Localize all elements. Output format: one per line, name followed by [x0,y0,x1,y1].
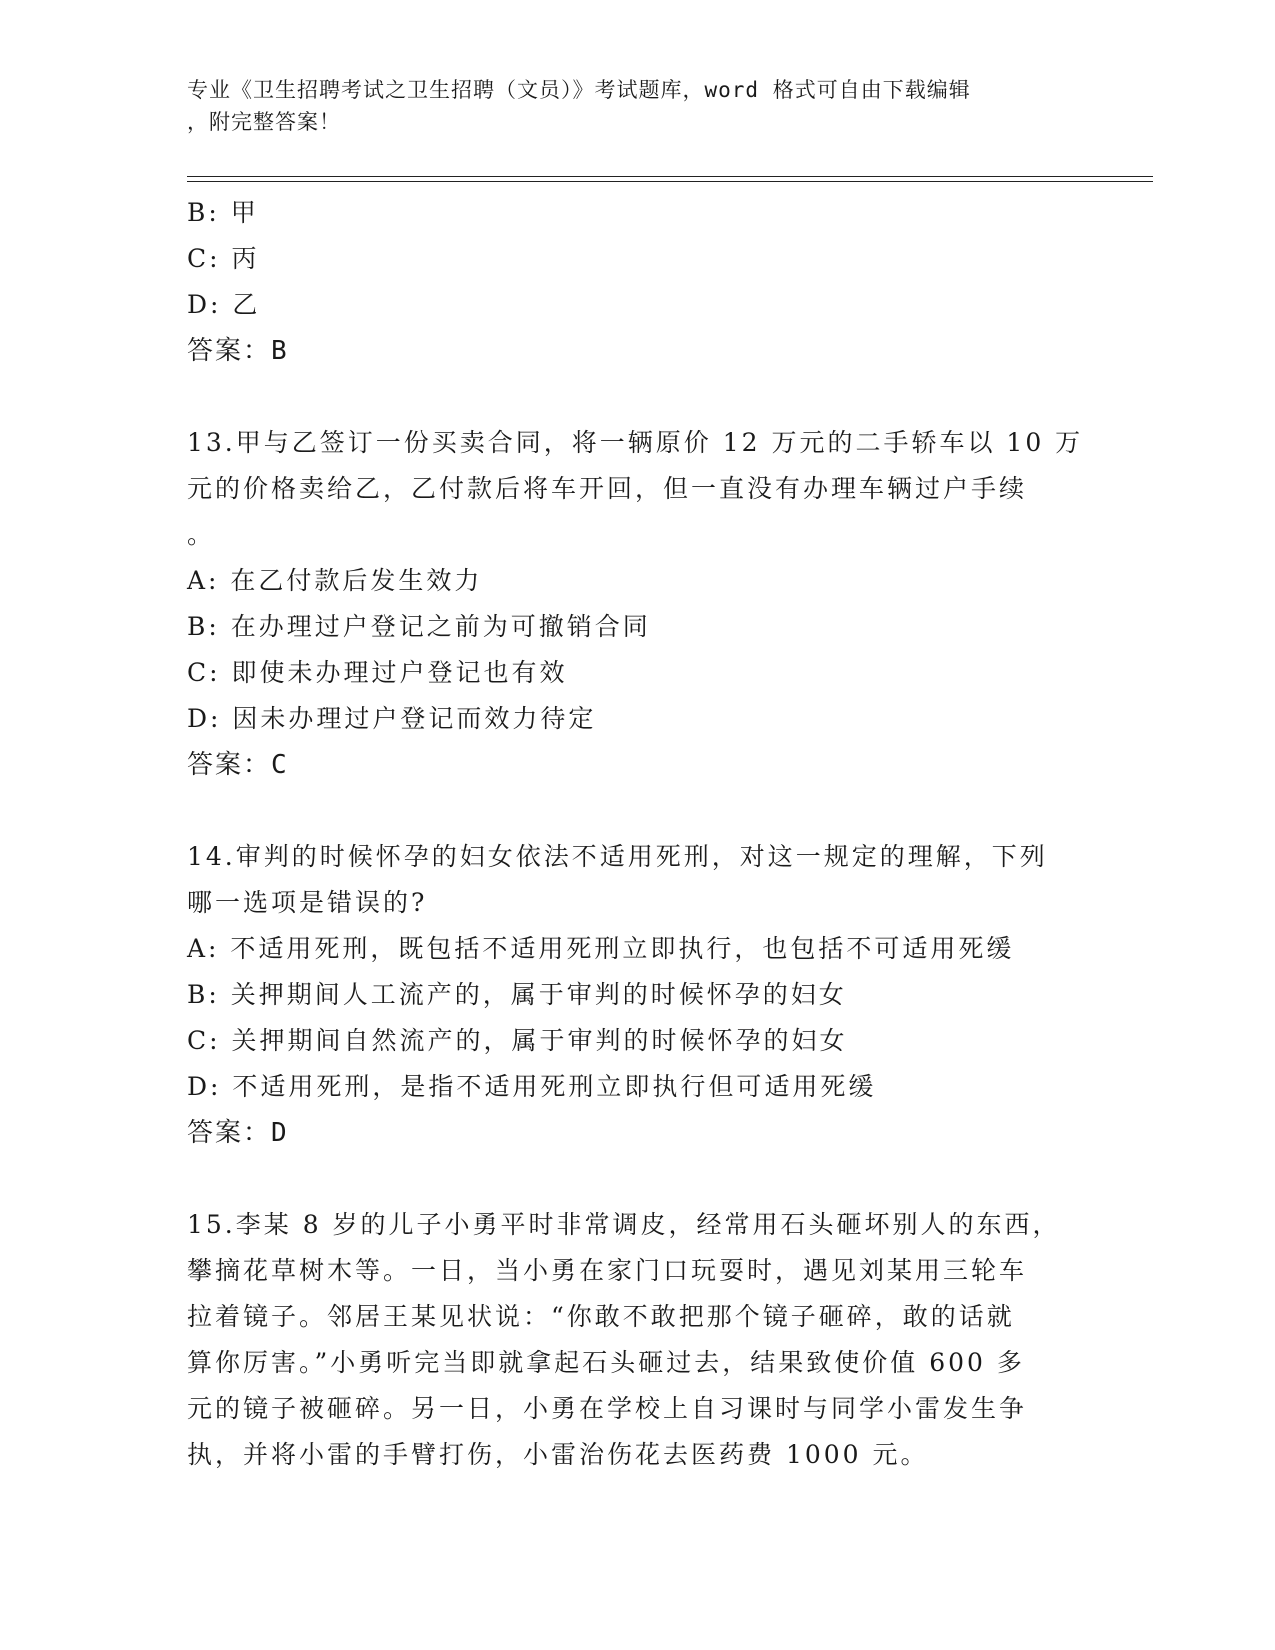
question-text-line: 算你厉害。”小勇听完当即就拿起石头砸过去，结果致使价值 600 多 [187,1348,1025,1377]
answer-line [187,742,1067,788]
question-13 [187,420,1084,788]
option-c: C: 关押期间自然流产的，属于审判的时候怀孕的妇女 [187,1026,848,1055]
question-text-line: 拉着镜子。邻居王某见状说：“你敢不敢把那个镜子砸碎，敢的话就 [187,1302,1015,1331]
question-text-line: 哪一选项是错误的? [187,888,428,917]
option-b: B: 关押期间人工流产的，属于审判的时候怀孕的妇女 [187,980,847,1009]
header-divider-top [187,176,1153,177]
question-text-line: 14.审判的时候怀孕的妇女依法不适用死刑，对这一规定的理解，下列 [187,842,1048,871]
header-title-line-1: 专业《卫生招聘考试之卫生招聘（文员）》考试题库，word 格式可自由下载编辑 [187,78,971,102]
header-title-line-2: ，附完整答案！ [187,110,341,134]
header-divider-bottom [187,181,1153,182]
question-content [187,190,1084,1478]
question-15 [187,1202,1067,1478]
question-text-line: 攀摘花草树木等。一日，当小勇在家门口玩耍时，遇见刘某用三轮车 [187,1256,1028,1285]
question-text-line: 15.李某 8 岁的儿子小勇平时非常调皮，经常用石头砸坏别人的东西， [187,1210,1061,1239]
option-d: D: 不适用死刑，是指不适用死刑立即执行但可适用死缓 [187,1072,877,1101]
option-a: A: 不适用死刑，既包括不适用死刑立即执行，也包括不可适用死缓 [187,934,1015,963]
option-c: C: 丙 [187,244,260,273]
question-text-line: 13.甲与乙签订一份买卖合同，将一辆原价 12 万元的二手轿车以 10 万 [187,428,1084,457]
answer-line [187,328,1067,374]
answer-value: B [271,336,287,366]
option-d: D: 因未办理过户登记而效力待定 [187,704,597,733]
answer-value: C [271,750,287,780]
question-14 [187,834,1067,1156]
answer-line [187,1110,1067,1156]
option-b: B: 甲 [187,198,259,227]
option-c: C: 即使未办理过户登记也有效 [187,658,568,687]
answer-label: 答案： [187,1118,272,1148]
question-text-line: 元的价格卖给乙，乙付款后将车开回，但一直没有办理车辆过户手续 [187,474,1028,503]
question-text-line: 执，并将小雷的手臂打伤，小雷治伤花去医药费 1000 元。 [187,1440,929,1469]
question-text-line: 元的镜子被砸碎。另一日，小勇在学校上自习课时与同学小雷发生争 [187,1394,1028,1423]
option-d: D: 乙 [187,290,261,319]
answer-value: D [271,1118,287,1148]
page-header [187,74,1067,138]
option-a: A: 在乙付款后发生效力 [187,566,483,595]
question-text-line: 。 [187,520,216,549]
answer-label: 答案： [187,750,272,780]
option-b: B: 在办理过户登记之前为可撤销合同 [187,612,651,641]
answer-label: 答案： [187,336,272,366]
question-12 [187,190,1067,374]
